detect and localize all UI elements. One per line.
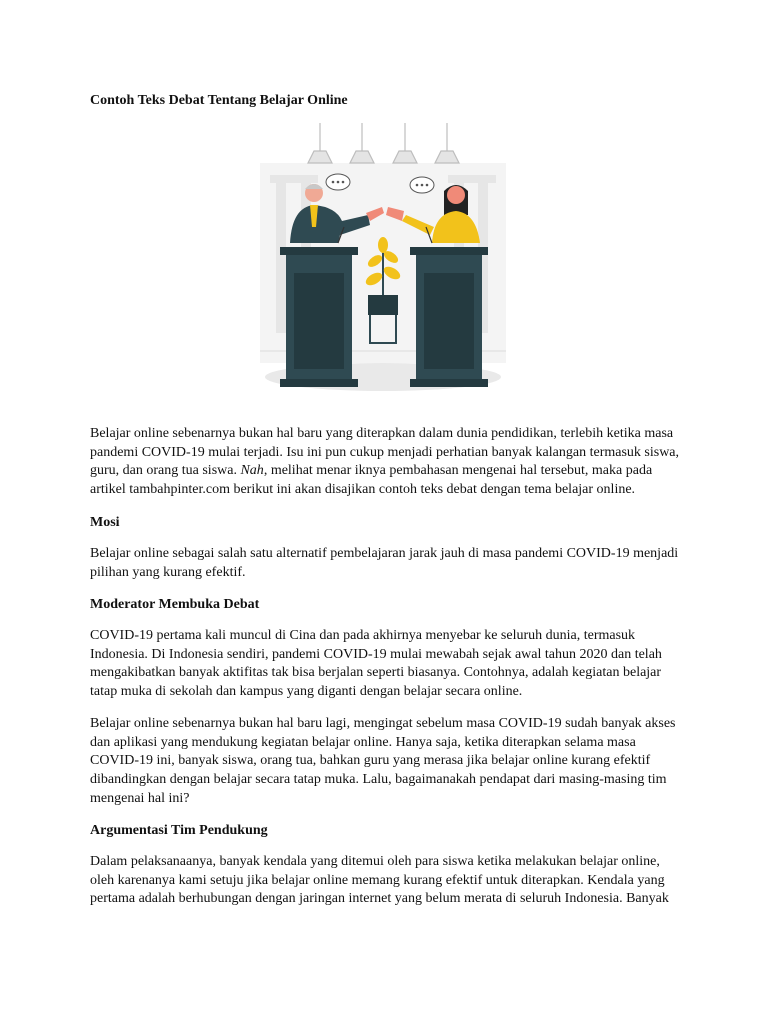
heading-argumentasi: Argumentasi Tim Pendukung — [90, 823, 268, 838]
intro-paragraph — [90, 425, 680, 500]
mosi-paragraph: Belajar online sebagai salah satu alternatif pembelajaran jarak jauh di masa pandemi COVID-19 menjadi pilihan yang kurang efektif. — [90, 546, 679, 580]
intro-text-a: Belajar online sebenarnya bukan hal baru yang diterapkan dalam dunia pendidikan, terlebih ketika masa pandemi COVID-19 mulai terjadi. Isu ini pun cukup menjadi perhatian banyak kalangan termasuk siswa, guru, dan orang tua siswa. — [90, 426, 680, 479]
heading-mosi: Mosi — [90, 515, 120, 530]
moderator-paragraph-2: Belajar online sebenarnya bukan hal baru lagi, mengingat sebelum masa COVID-19 sudah banyak akses dan aplikasi yang mendukung kegiatan belajar online. Hanya saja, ketika diterapkan selama masa COVID-19 ini, banyak siswa, orang tua, bahkan guru yang merasa jika belajar online kurang efektif dibandingkan dengan belajar secara tatap muka. Lalu, bagaimanakah pendapat dari masing-masing tim mengenai hal ini? — [90, 716, 676, 806]
moderator-paragraph-1: COVID-19 pertama kali muncul di Cina dan pada akhirnya menyebar ke seluruh dunia, termasuk Indonesia. Di Indonesia sendiri, pandemi COVID-19 mulai mewabah sejak awal tahun 2020 dan telah mengakibatkan banyak aktifitas tak bisa berjalan seperti biasanya. Contohnya, adalah kegiatan belajar tatap muka di sekolah dan kampus yang diganti dengan belajar secara online. — [90, 628, 662, 700]
argumentasi-paragraph-1: Dalam pelaksanaanya, banyak kendala yang ditemui oleh para siswa ketika melakukan belajar online, oleh karenanya kami setuju jika belajar online memang kurang efektif untuk diterapkan. Kendala yang pertama adalah berhubungan dengan jaringan internet yang belum merata di seluruh Indonesia. Banyak — [90, 854, 669, 907]
heading-moderator: Moderator Membuka Debat — [90, 597, 260, 612]
intro-text-b: , melihat menar iknya pembahasan mengenai hal tersebut, maka pada artikel tambahpinter.com berikut ini akan disajikan contoh teks debat dengan tema belajar online. — [90, 463, 653, 498]
debate-illustration — [246, 123, 520, 405]
document-title: Contoh Teks Debat Tentang Belajar Online — [90, 93, 348, 108]
intro-italic: Nah — [240, 463, 264, 479]
